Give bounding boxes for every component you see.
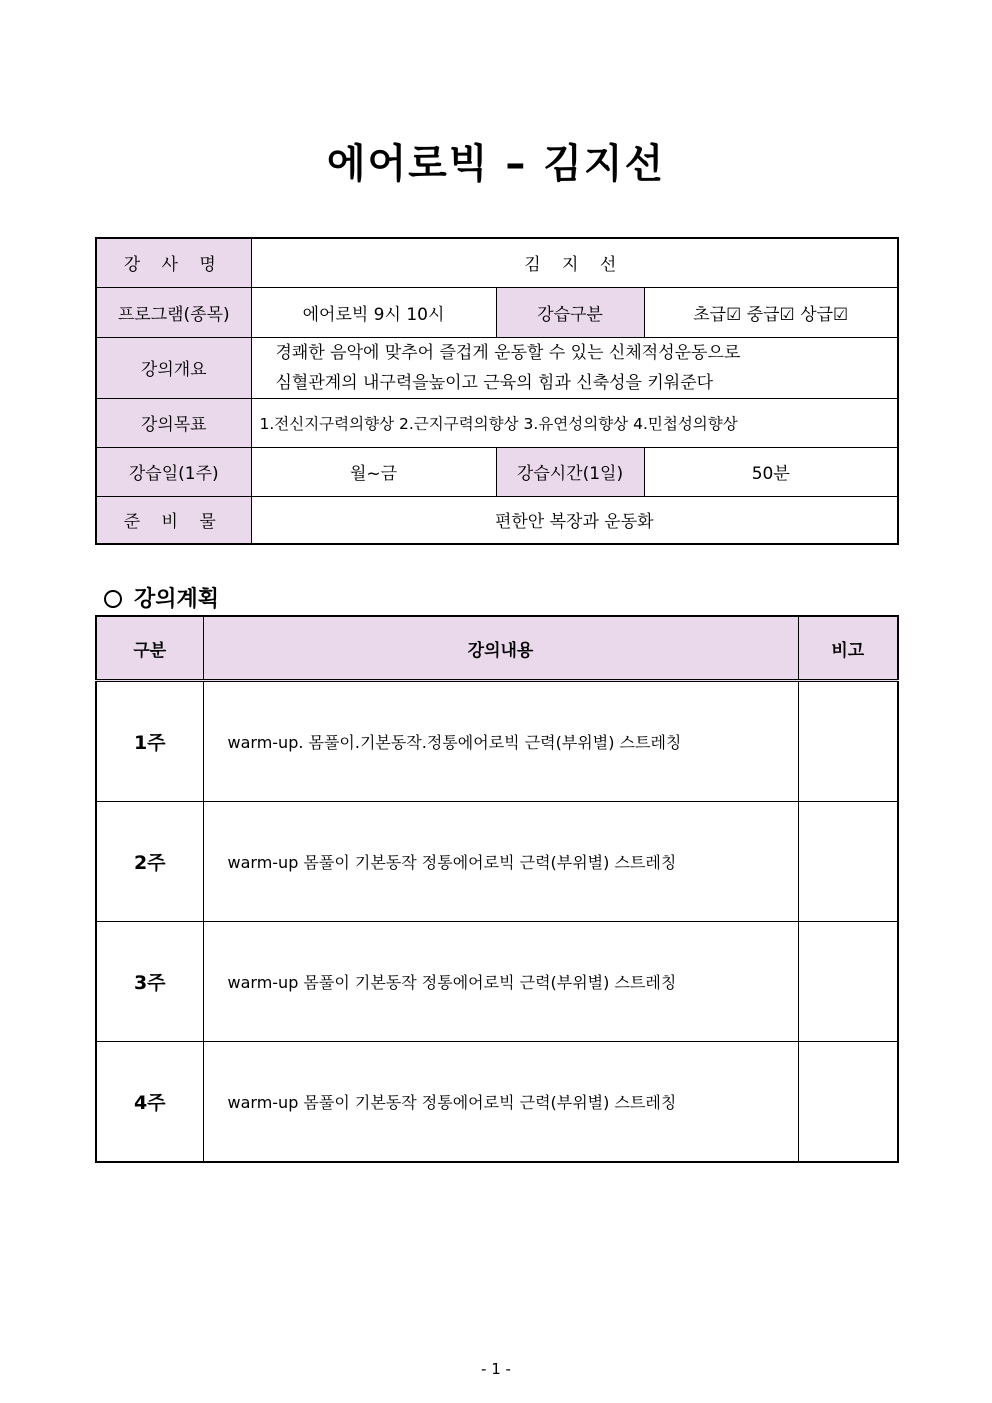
program-row <box>96 287 898 337</box>
table-row <box>96 922 898 1042</box>
level-label: 강습구분 <box>496 287 644 337</box>
table-row <box>96 1042 898 1163</box>
note-cell <box>798 922 898 1042</box>
overview-line-2: 심혈관계의 내구력을높이고 근육의 힘과 신축성을 키워준다 <box>275 372 714 393</box>
level-value: 초급☑ 중급☑ 상급☑ <box>644 287 898 337</box>
content-cell: warm-up 몸풀이 기본동작 정통에어로빅 근력(부위별) 스트레칭 <box>203 922 798 1042</box>
week-cell: 4주 <box>96 1042 203 1163</box>
plan-header-row <box>96 616 898 681</box>
circle-bullet-icon <box>104 590 122 608</box>
instructor-value: 김 지 선 <box>251 238 898 287</box>
table-row <box>96 681 898 802</box>
days-value: 월~금 <box>251 447 496 496</box>
lesson-plan-table <box>95 615 899 1163</box>
content-cell: warm-up. 몸풀이.기본동작.정통에어로빅 근력(부위별) 스트레칭 <box>203 681 798 802</box>
content-cell: warm-up 몸풀이 기본동작 정통에어로빅 근력(부위별) 스트레칭 <box>203 802 798 922</box>
overview-row <box>96 337 898 398</box>
duration-label: 강습시간(1일) <box>496 447 644 496</box>
table-row <box>96 802 898 922</box>
week-cell: 3주 <box>96 922 203 1042</box>
overview-line-1: 경쾌한 음악에 맞추어 즐겁게 운동할 수 있는 신체적성운동으로 <box>275 342 741 363</box>
program-label: 프로그램(종목) <box>96 287 251 337</box>
supplies-label: 준 비 물 <box>96 496 251 544</box>
note-cell <box>798 1042 898 1163</box>
week-cell: 1주 <box>96 681 203 802</box>
overview-value <box>251 337 898 398</box>
header-week: 구분 <box>96 616 203 681</box>
goals-row <box>96 398 898 447</box>
days-label: 강습일(1주) <box>96 447 251 496</box>
section-heading <box>104 582 219 613</box>
page-number: - 1 - <box>481 1360 511 1378</box>
content-cell: warm-up 몸풀이 기본동작 정통에어로빅 근력(부위별) 스트레칭 <box>203 1042 798 1163</box>
schedule-row <box>96 447 898 496</box>
instructor-row <box>96 238 898 287</box>
week-cell: 2주 <box>96 802 203 922</box>
header-note: 비고 <box>798 616 898 681</box>
goals-value: 1.전신지구력의향상 2.근지구력의향상 3.유연성의향상 4.민첩성의향상 <box>251 398 898 447</box>
note-cell <box>798 802 898 922</box>
header-content: 강의내용 <box>203 616 798 681</box>
program-value: 에어로빅 9시 10시 <box>251 287 496 337</box>
instructor-label: 강 사 명 <box>96 238 251 287</box>
course-info-table <box>95 237 899 545</box>
supplies-value: 편한안 복장과 운동화 <box>251 496 898 544</box>
supplies-row <box>96 496 898 544</box>
overview-label: 강의개요 <box>96 337 251 398</box>
page-title: 에어로빅 – 김지선 <box>326 141 666 187</box>
goals-label: 강의목표 <box>96 398 251 447</box>
duration-value: 50분 <box>644 447 898 496</box>
section-title: 강의계획 <box>134 587 220 612</box>
note-cell <box>798 681 898 802</box>
